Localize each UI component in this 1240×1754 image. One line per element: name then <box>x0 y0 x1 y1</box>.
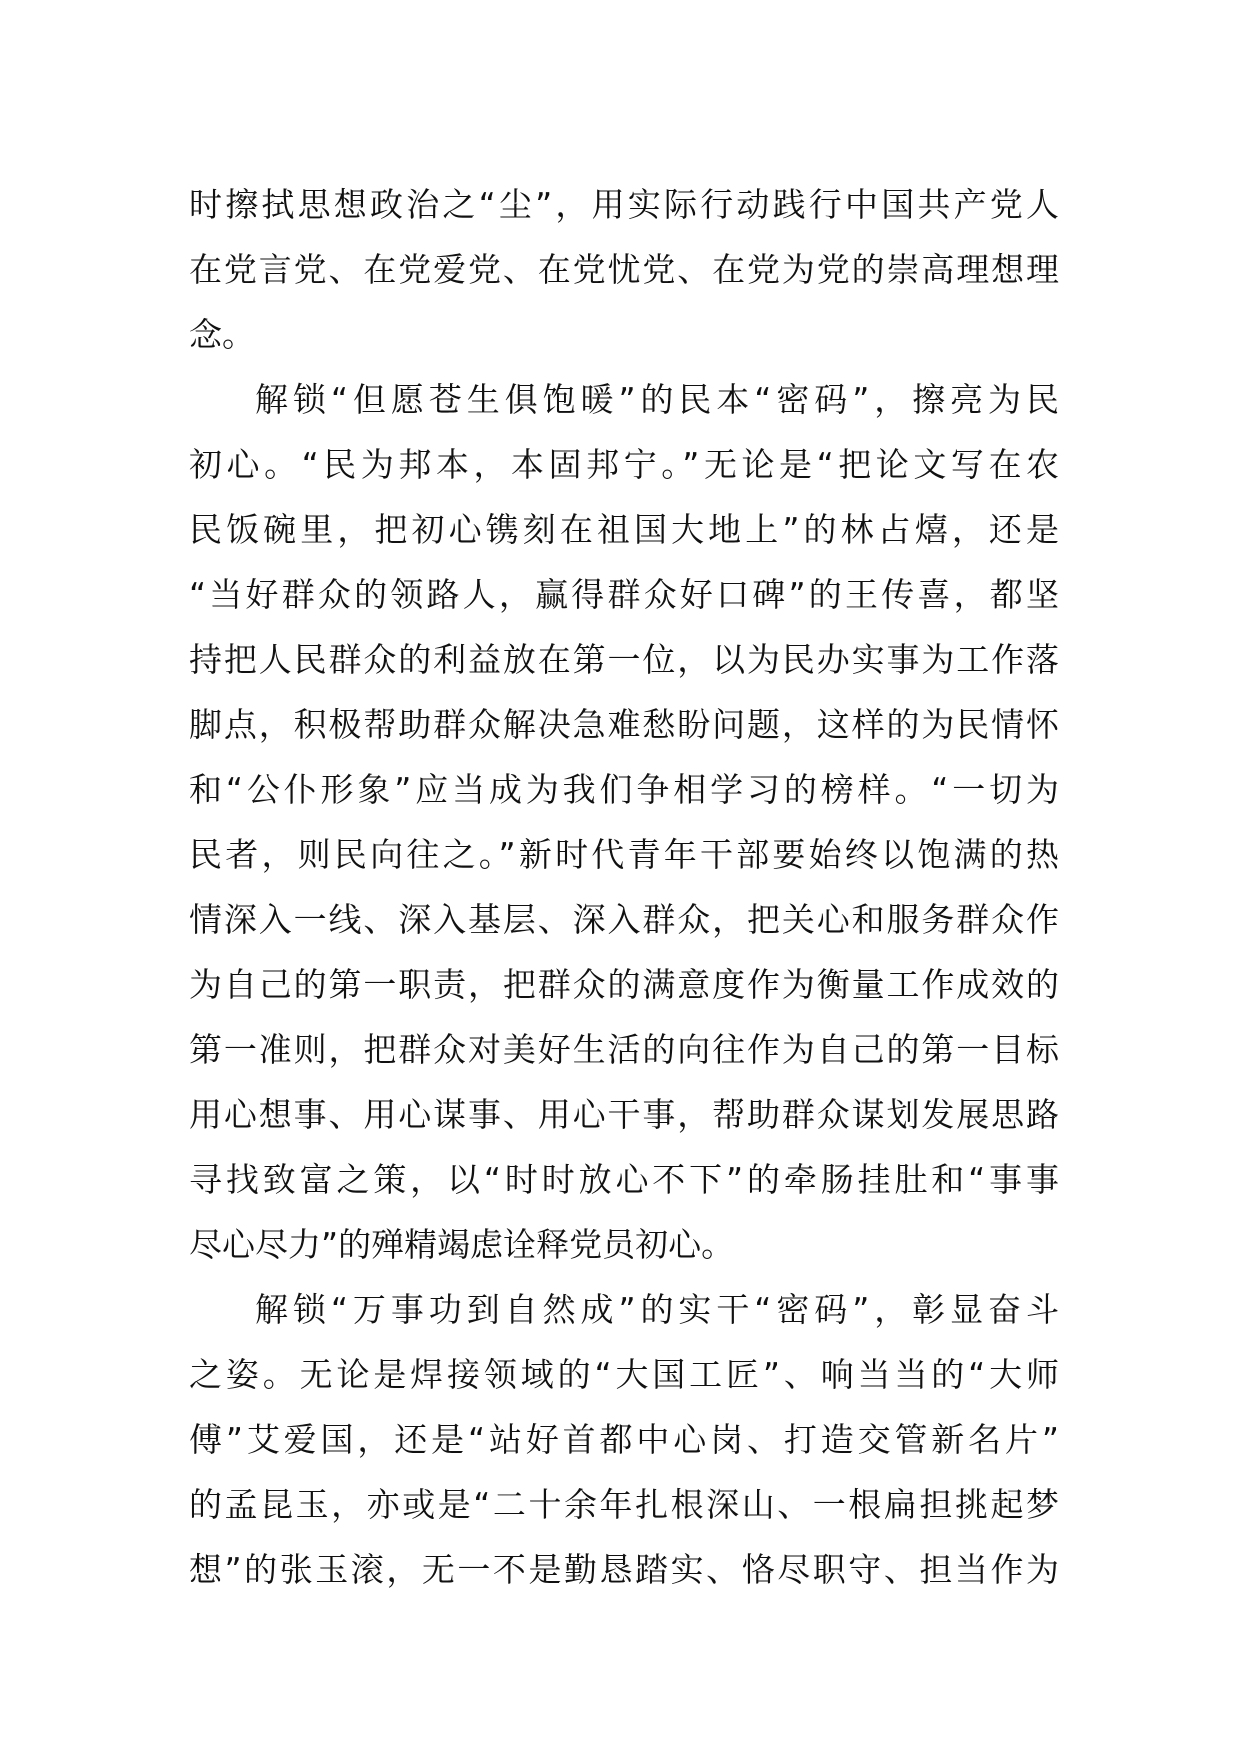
text-line-15: 用心想事、用心谋事、用心干事，帮助群众谋划发展思路 <box>189 1095 1059 1134</box>
text-line-18: 解锁“万事功到自然成”的实干“密码”，彰显奋斗 <box>255 1290 1059 1329</box>
text-line-1: 时擦拭思想政治之“尘”，用实际行动践行中国共产党人 <box>189 185 1059 224</box>
text-line-13: 为自己的第一职责，把群众的满意度作为衡量工作成效的 <box>189 965 1059 1004</box>
text-line-22: 想”的张玉滚，无一不是勤恳踏实、恪尽职守、担当作为 <box>189 1550 1059 1589</box>
text-line-19: 之姿。无论是焊接领域的“大国工匠”、响当当的“大师 <box>189 1355 1059 1394</box>
text-line-21: 的孟昆玉，亦或是“二十余年扎根深山、一根扁担挑起梦 <box>189 1485 1059 1524</box>
text-line-9: 脚点，积极帮助群众解决急难愁盼问题，这样的为民情怀 <box>189 705 1059 744</box>
text-line-7: “当好群众的领路人，赢得群众好口碑”的王传喜，都坚 <box>189 575 1059 614</box>
text-line-10: 和“公仆形象”应当成为我们争相学习的榜样。“一切为 <box>189 770 1059 809</box>
text-line-11: 民者，则民向往之。”新时代青年干部要始终以饱满的热 <box>189 835 1059 874</box>
text-line-14: 第一准则，把群众对美好生活的向往作为自己的第一目标 <box>189 1030 1059 1069</box>
text-line-2: 在党言党、在党爱党、在党忧党、在党为党的崇高理想理 <box>189 250 1059 289</box>
text-line-6: 民饭碗里，把初心镌刻在祖国大地上”的林占熺，还是 <box>189 510 1059 549</box>
text-line-20: 傅”艾爱国，还是“站好首都中心岗、打造交管新名片” <box>189 1420 1059 1459</box>
text-line-4: 解锁“但愿苍生俱饱暖”的民本“密码”，擦亮为民 <box>255 380 1059 419</box>
text-line-17: 尽心尽力”的殚精竭虑诠释党员初心。 <box>189 1225 735 1264</box>
text-line-5: 初心。“民为邦本，本固邦宁。”无论是“把论文写在农 <box>189 445 1059 484</box>
text-line-3: 念。 <box>189 315 255 354</box>
text-line-8: 持把人民群众的利益放在第一位，以为民办实事为工作落 <box>189 640 1059 679</box>
text-line-16: 寻找致富之策，以“时时放心不下”的牵肠挂肚和“事事 <box>189 1160 1059 1199</box>
body-text <box>189 172 1059 1602</box>
text-line-12: 情深入一线、深入基层、深入群众，把关心和服务群众作 <box>189 900 1059 939</box>
